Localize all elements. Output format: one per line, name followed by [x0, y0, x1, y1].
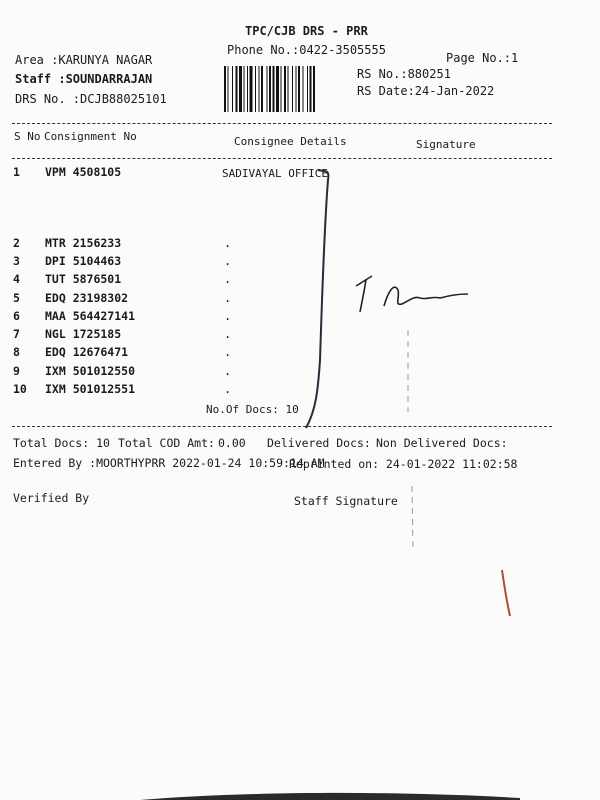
- row-consignee: .: [224, 345, 232, 359]
- column-header-consignment: Consignment No: [44, 130, 137, 143]
- total-cod-label: Total COD Amt:: [118, 436, 215, 450]
- row-sno: 4: [13, 272, 20, 286]
- row-sno: 3: [13, 254, 20, 268]
- row-sno: 1: [13, 165, 20, 179]
- row-consignment: VPM 4508105: [45, 165, 122, 179]
- row-consignment: NGL 1725185: [45, 327, 122, 341]
- row-consignment: MAA 564427141: [45, 309, 136, 323]
- row-sno: 9: [13, 364, 20, 378]
- row-sno: 10: [13, 382, 27, 396]
- staff-label: Staff :SOUNDARRAJAN: [15, 72, 153, 86]
- row-sno: 5: [13, 291, 20, 305]
- drs-number: DRS No. :DCJB88025101: [15, 92, 167, 106]
- column-header-sno: S No: [14, 130, 41, 143]
- row-consignee: .: [224, 254, 232, 268]
- page-number: Page No.:1: [446, 51, 519, 65]
- scan-shadow: [140, 793, 520, 800]
- verified-by: Verified By: [13, 491, 90, 505]
- row-consignee: .: [224, 382, 232, 396]
- row-consignment: EDQ 12676471: [45, 345, 129, 359]
- row-sno: 6: [13, 309, 20, 323]
- handwritten-bracket: [306, 170, 328, 428]
- area-label: Area :KARUNYA NAGAR: [15, 53, 153, 67]
- handwritten-signature: [356, 276, 468, 312]
- row-consignee: SADIVAYAL OFFICE: [222, 167, 328, 180]
- reprinted-on: Reprinted on: 24-01-2022 11:02:58: [289, 457, 518, 471]
- row-consignee: .: [224, 291, 232, 305]
- row-consignment: DPI 5104463: [45, 254, 122, 268]
- phone-number: Phone No.:0422-3505555: [227, 43, 386, 57]
- row-consignee: .: [224, 327, 232, 341]
- no-of-docs: No.Of Docs: 10: [206, 403, 299, 416]
- rs-number: RS No.:880251: [357, 67, 451, 81]
- row-consignment: IXM 501012550: [45, 364, 136, 378]
- document-title: TPC/CJB DRS - PRR: [245, 24, 368, 38]
- rs-date: RS Date:24-Jan-2022: [357, 84, 495, 98]
- row-consignee: .: [224, 236, 232, 250]
- row-sno: 2: [13, 236, 20, 250]
- row-consignee: .: [224, 364, 232, 378]
- row-consignment: IXM 501012551: [45, 382, 136, 396]
- delivered-docs: Delivered Docs:: [267, 436, 371, 450]
- row-consignee: .: [224, 309, 232, 323]
- column-header-signature: Signature: [416, 138, 476, 151]
- staff-signature-label: Staff Signature: [294, 494, 398, 508]
- column-header-consignee: Consignee Details: [234, 135, 347, 148]
- row-sno: 8: [13, 345, 20, 359]
- faint-mark: [408, 330, 413, 552]
- row-consignment: EDQ 23198302: [45, 291, 129, 305]
- total-cod-value: 0.00: [218, 436, 246, 450]
- row-sno: 7: [13, 327, 20, 341]
- row-consignee: .: [224, 272, 232, 286]
- red-mark: [502, 570, 510, 616]
- row-consignment: MTR 2156233: [45, 236, 122, 250]
- total-docs: Total Docs: 10: [13, 436, 110, 450]
- entered-by: Entered By :MOORTHYPRR 2022-01-24 10:59:14 AM: [13, 456, 325, 470]
- row-consignment: TUT 5876501: [45, 272, 122, 286]
- non-delivered-docs: Non Delivered Docs:: [376, 436, 508, 450]
